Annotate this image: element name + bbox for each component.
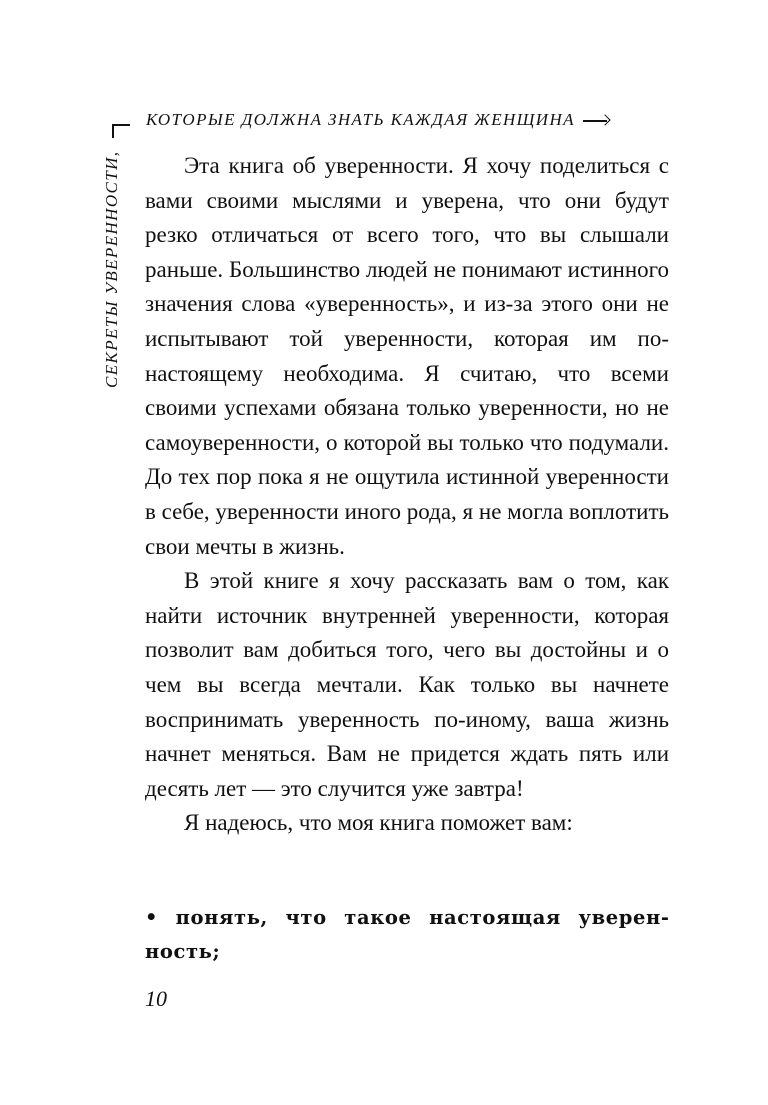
paragraph: В этой книге я хочу рассказать вам о том, как найти источник внутренней уверенности, которая позволит вам добиться того, чего вы достойны и о чем вы всегда мечтали. Как только вы начнете воспринимать уверенность по-иному, ваша жизнь начнет меняться. Вам не придется ждать пять или десять лет — это случится уже завтра! <box>145 568 669 801</box>
paragraph: Я надеюсь, что моя книга поможет вам: <box>184 810 573 836</box>
side-running-head <box>93 118 131 388</box>
top-running-head <box>146 108 611 132</box>
corner-rule-vertical <box>112 124 114 138</box>
bullet-list <box>145 901 669 969</box>
paragraph: Эта книга об уверенности. Я хочу поделиться с вами своими мыслями и уверена, что они будут резко отличаться от всего того, что вы слышали раньше. Большинство людей не понимают истинного значения слова «уверенность», и из-за этого они не испытывают той уверенности, которая им по-настоящему необходима. Я считаю, что всеми своими успехами обязана только уверенности, но не самоуверенности, о которой вы только что подумали. До тех пор пока я не ощутила истинной уверенности в себе, уверенности иного рода, я не могла воплотить свои мечты в жизнь. <box>145 153 669 559</box>
page-number: 10 <box>145 986 167 1011</box>
top-running-head-text: КОТОРЫЕ ДОЛЖНА ЗНАТЬ КАЖДАЯ ЖЕНЩИНА <box>146 110 575 129</box>
bullet-item: • понять, что такое настоящая уверенность; <box>145 906 669 963</box>
corner-rule-horizontal <box>112 124 130 126</box>
side-running-head-text: СЕКРЕТЫ УВЕРЕННОСТИ, <box>102 150 121 388</box>
body-text <box>145 149 669 841</box>
arrow-right-icon <box>583 114 611 126</box>
